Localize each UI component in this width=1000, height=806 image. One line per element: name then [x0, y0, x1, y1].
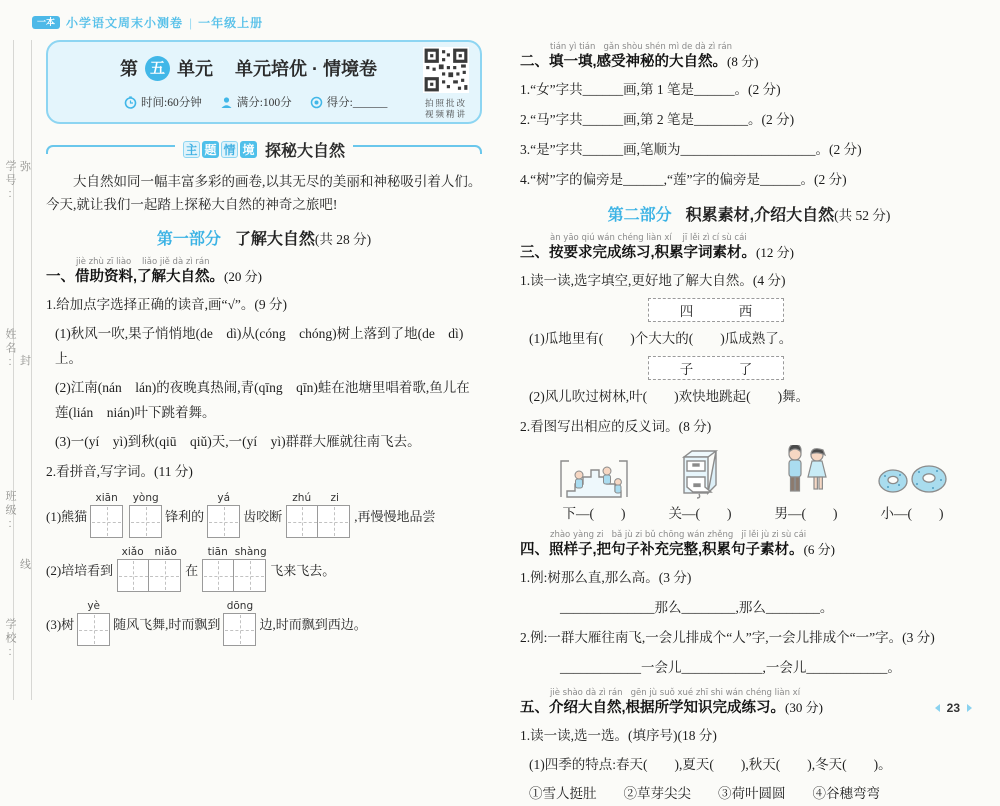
student-id-label: 学号: — [4, 160, 16, 203]
q3-1-stem: 1.读一读,选字填空,更好地了解大自然。(4 分) — [520, 273, 786, 288]
row-text: 飞来飞去。 — [270, 562, 336, 578]
part2-score: (共 52 分) — [834, 208, 891, 223]
section2-title: 二、填一填,感受神秘的大自然。 — [520, 54, 728, 70]
theme-tag-char: 境 — [240, 141, 257, 158]
pinyin-label: shàng — [234, 546, 267, 558]
section5-title: 五、介绍大自然,根据所学知识完成练习。 — [520, 700, 786, 716]
writing-cell — [286, 505, 319, 538]
choice-char: 西 — [738, 304, 753, 319]
q1-item: (2)江南(nán lán)的夜晚真热闹,青(qīng qīn)蛙在池塘里唱着歌,鱼儿在莲(lián nián)叶下跳着舞。 — [55, 380, 470, 420]
write-grid — [116, 546, 182, 592]
choice-char: 子 — [679, 362, 694, 377]
seal-char: 封 — [20, 355, 31, 367]
row-text: (2)培培看到 — [46, 562, 114, 578]
row-text: (3)树 — [46, 616, 75, 632]
theme-title: 探秘大自然 — [265, 142, 346, 160]
boy-girl-icon — [780, 445, 832, 499]
pinyin-label: zi — [330, 492, 339, 504]
section2-score: (8 分) — [727, 54, 759, 69]
right-page — [520, 34, 978, 806]
pinyin-label: yá — [217, 492, 231, 504]
section3-score: (12 分) — [756, 245, 794, 260]
q4-blank-1: ______________那么________,那么________。 — [560, 600, 834, 615]
chevron-right-icon — [967, 704, 972, 712]
section4-score: (6 分) — [803, 542, 835, 557]
q3-2-stem: 2.看图写出相应的反义词。(8 分) — [520, 419, 712, 434]
antonym-figures — [520, 445, 978, 522]
section1-title: 一、借助资料,了解大自然。 — [46, 269, 225, 285]
char-choice-box — [648, 356, 784, 380]
row-text: (1)熊猫 — [46, 508, 88, 524]
section2-heading — [520, 42, 978, 72]
full-score-label: 满分:100分 — [236, 97, 292, 109]
choice-char: 了 — [738, 362, 753, 377]
row-text: 随风飞舞,时而飘到 — [113, 616, 221, 632]
q1-stem: 1.给加点字选择正确的读音,画“√”。(9 分) — [46, 297, 288, 312]
row-text: 齿咬断 — [243, 508, 283, 524]
writing-cell — [129, 505, 162, 538]
section3-heading — [520, 233, 978, 263]
writing-cell — [148, 559, 181, 592]
chevron-left-icon — [935, 704, 940, 712]
pinyin-label: xiǎo — [121, 546, 144, 558]
seal-line — [31, 40, 32, 700]
pinyin-label: tiān — [207, 546, 228, 558]
section1-pinyin: jiè zhù zī liào liǎo jiě dà zì rán — [76, 257, 210, 267]
stroke-item: 3.“是”字共______画,笔顺为____________________。(2 分) — [520, 142, 862, 157]
person-icon — [220, 96, 233, 109]
qr-caption-1: 拍照批改 — [424, 98, 467, 108]
section3-title: 三、按要求完成练习,积累字词素材。 — [520, 245, 757, 261]
figure-donuts — [860, 457, 964, 522]
theme-tag-char: 情 — [221, 141, 238, 158]
write-grid — [90, 492, 123, 538]
theme-tag-char: 主 — [183, 141, 200, 158]
score-label: 得分:______ — [326, 97, 388, 109]
figure-stairs — [542, 451, 646, 522]
time-meta — [124, 94, 202, 110]
write-grid — [285, 492, 351, 538]
choice-char: 四 — [679, 304, 694, 319]
section4-title: 四、照样子,把句子补充完整,积累句子素材。 — [520, 542, 804, 558]
unit-suffix: 单元 — [177, 59, 213, 79]
antonym-label: 关—( ) — [668, 506, 732, 521]
section5-heading — [520, 688, 978, 718]
pinyin-write-row-1 — [46, 492, 482, 538]
qr-caption-2: 视频精讲 — [424, 109, 467, 119]
stroke-item: 4.“树”字的偏旁是______,“莲”字的偏旁是______。(2 分) — [520, 172, 847, 187]
seal-char: 弥 — [20, 161, 31, 173]
intro-paragraph: 大自然如同一幅丰富多彩的画卷,以其无尽的美丽和神秘吸引着人们。今天,就让我们一起踏上探秘大自然的神奇之旅吧! — [46, 174, 482, 212]
writing-cell — [223, 613, 256, 646]
qr-code-icon — [423, 47, 469, 93]
section1-score: (20 分) — [224, 269, 262, 284]
score-meta — [310, 94, 388, 110]
q2-stem: 2.看拼音,写字词。(11 分) — [46, 464, 193, 479]
part1-heading — [46, 226, 482, 249]
donuts-icon — [873, 457, 951, 499]
banner-line-right — [353, 145, 482, 154]
q3-1-item: (2)风儿吹过树林,叶( )欢快地跳起( )舞。 — [529, 389, 810, 404]
writing-cell — [233, 559, 266, 592]
write-grid — [207, 492, 240, 538]
theme-banner — [46, 137, 482, 161]
section3-pinyin: àn yāo qiú wán chéng liàn xí jī lěi zì cí sù cái — [550, 233, 747, 243]
timer-icon — [124, 96, 137, 109]
grade-subtitle: 一年级上册 — [198, 16, 264, 30]
q5-item: (1)四季的特点:春天( ),夏天( ),秋天( ),冬天( )。 — [529, 757, 892, 772]
section4-heading — [520, 530, 978, 560]
page-navigation — [935, 701, 972, 715]
antonym-label: 下—( ) — [562, 506, 626, 521]
row-text: 在 — [185, 562, 199, 578]
write-grid — [223, 600, 256, 646]
section5-score: (30 分) — [785, 700, 823, 715]
q5-options: ①雪人挺肚 ②草芽尖尖 ③荷叶圆圆 ④谷穗弯弯 — [529, 786, 880, 801]
page-number: 23 — [946, 701, 960, 715]
write-grid — [77, 600, 110, 646]
q3-1-item: (1)瓜地里有( )个大大的( )瓜成熟了。 — [529, 331, 793, 346]
section5-pinyin: jiè shào dà zì rán gēn jù suǒ xué zhī shi wán chéng liàn xí — [550, 688, 801, 698]
series-title: 小学语文周末小测卷 — [66, 16, 184, 30]
pinyin-label: xiān — [95, 492, 118, 504]
antonym-label: 男—( ) — [774, 506, 838, 521]
q5-stem: 1.读一读,选一选。(填序号)(18 分) — [520, 728, 717, 743]
stairs-icon — [555, 451, 633, 499]
exam-title-line — [120, 55, 377, 81]
q1-item: (3)一(yí yì)到秋(qiū qiǔ)天,一(yí yì)群群大雁就往南飞去。 — [55, 434, 421, 449]
class-label: 班级: — [4, 490, 16, 533]
qr-block — [420, 47, 472, 120]
writing-cell — [207, 505, 240, 538]
exam-title-box — [46, 40, 482, 124]
part1-score: (共 28 分) — [314, 232, 372, 247]
section2-pinyin: tián yì tián gǎn shòu shén mì de dà zì rán — [550, 42, 733, 52]
banner-line-left — [46, 145, 175, 154]
part2-label: 第二部分 — [607, 207, 672, 224]
write-grid — [129, 492, 162, 538]
q4-blank-2: ____________一会儿____________,一会儿____________。 — [560, 660, 901, 675]
school-label: 学校: — [4, 618, 16, 661]
cabinet-icon — [672, 449, 728, 499]
exam-title: 单元培优 · 情境卷 — [235, 59, 377, 79]
name-label: 姓名: — [4, 328, 16, 371]
section4-pinyin: zhào yàng zi bǎ jù zi bǔ chōng wán zhěng jī lěi jù zi sù cái — [550, 530, 807, 540]
pinyin-label: yè — [87, 600, 101, 612]
header-separator: | — [189, 15, 193, 30]
pinyin-label: zhú — [292, 492, 312, 504]
row-text: 锋利的 — [165, 508, 205, 524]
page-header — [32, 14, 263, 31]
pinyin-write-row-2 — [46, 546, 482, 592]
figure-boy-girl — [754, 445, 858, 522]
writing-cell — [77, 613, 110, 646]
writing-cell — [90, 505, 123, 538]
writing-cell — [202, 559, 235, 592]
antonym-label: 小—( ) — [880, 506, 944, 521]
char-choice-box — [648, 298, 784, 322]
pinyin-label: niǎo — [154, 546, 177, 558]
part2-heading — [520, 202, 978, 225]
writing-cell — [117, 559, 150, 592]
writing-cell — [317, 505, 350, 538]
q4-example-1: 1.例:树那么直,那么高。(3 分) — [520, 570, 692, 585]
target-icon — [310, 96, 323, 109]
figure-cabinet — [648, 449, 752, 522]
part2-title: 积累素材,介绍大自然 — [685, 207, 835, 224]
part1-label: 第一部分 — [156, 231, 221, 248]
unit-number-badge: 五 — [145, 56, 170, 81]
part1-title: 了解大自然 — [234, 231, 315, 248]
seal-char: 线 — [20, 559, 31, 571]
pinyin-label: dōng — [226, 600, 254, 612]
q4-example-2: 2.例:一群大雁往南飞,一会儿排成个“人”字,一会儿排成个“一”字。(3 分) — [520, 630, 935, 645]
left-page — [46, 40, 482, 646]
section1-heading — [46, 257, 482, 287]
pinyin-write-row-3 — [46, 600, 482, 646]
time-label: 时间:60分钟 — [141, 97, 202, 109]
pinyin-label: yòng — [132, 492, 159, 504]
stroke-item: 1.“女”字共______画,第 1 笔是______。(2 分) — [520, 82, 781, 97]
q1-item: (1)秋风一吹,果子悄悄地(de dì)从(cóng chóng)树上落到了地(de dì)上。 — [55, 326, 464, 366]
unit-prefix: 第 — [120, 59, 138, 79]
row-text: 边,时而飘到西边。 — [259, 616, 367, 632]
stroke-item: 2.“马”字共______画,第 2 笔是________。(2 分) — [520, 112, 795, 127]
brand-badge: 一本 — [32, 16, 60, 29]
row-text: ,再慢慢地品尝 — [354, 508, 436, 524]
theme-tag-char: 题 — [202, 141, 219, 158]
exam-meta-line — [124, 94, 387, 110]
full-score-meta — [220, 94, 292, 110]
write-grid — [201, 546, 267, 592]
